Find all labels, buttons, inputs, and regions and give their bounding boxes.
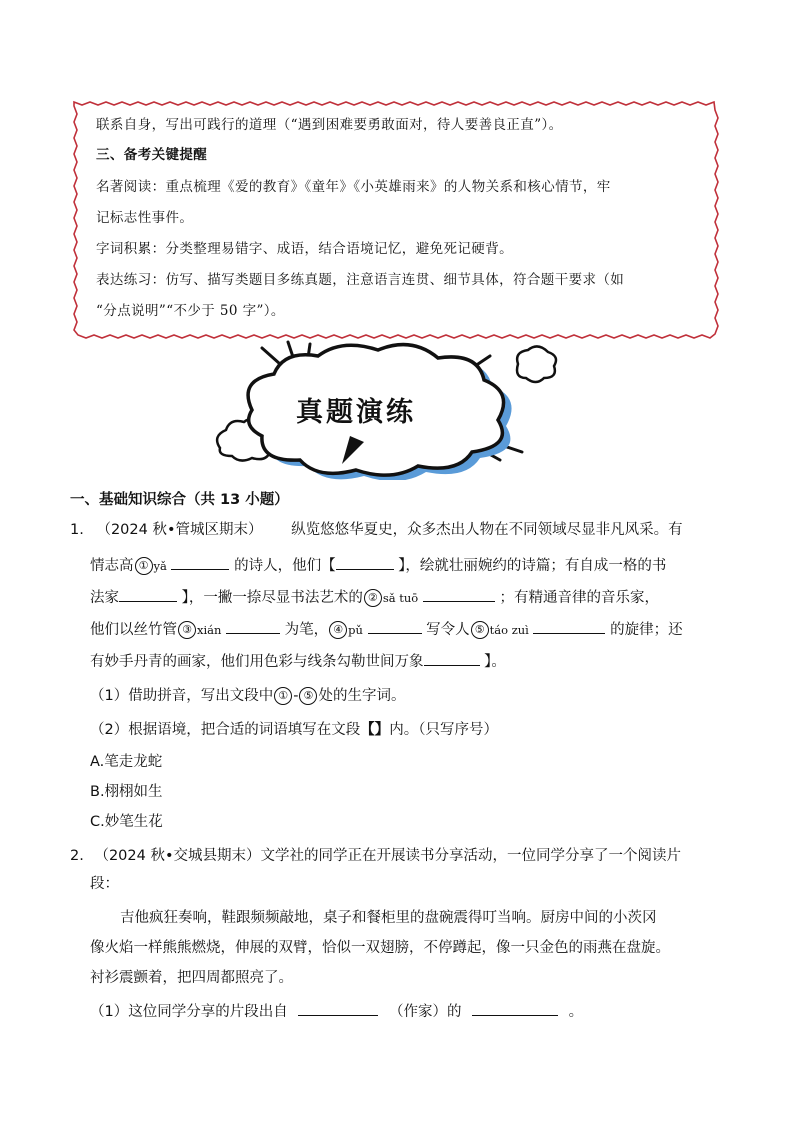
- sub1-dash: -: [293, 688, 299, 704]
- q1-text-5a: 有妙手丹青的画家，他们用色彩与线条勾勒世间万象: [90, 654, 424, 670]
- pinyin-5: táo zuì: [489, 623, 529, 637]
- q2-line-1: [70, 846, 681, 866]
- q1-sub-2: [90, 720, 498, 740]
- sub1-marker-5: ⑤: [299, 687, 317, 705]
- q1-sub1-text-a: （1）借助拼音，写出文段中: [90, 688, 274, 704]
- q2-sub1-text-b: （作家）的: [388, 1004, 462, 1020]
- option-c[interactable]: C.妙笔生花: [90, 814, 163, 830]
- q1-text-4c: 写令人: [426, 622, 470, 638]
- q2-sub1-text-c: 。: [568, 1004, 584, 1020]
- tip-line-7: “分点说明”“不少于 50 字”）。: [96, 303, 285, 319]
- q1-sub1-text-b: 处的生字词。: [318, 688, 406, 704]
- q1-line-1: [70, 520, 683, 540]
- q1-text-4b: 为笔，: [284, 622, 329, 638]
- blank-3[interactable]: [226, 618, 280, 634]
- bracket-blank-1[interactable]: [336, 554, 394, 570]
- blank-1[interactable]: [171, 554, 229, 570]
- small-cloud-right: [517, 346, 556, 382]
- q1-line-5: [90, 650, 506, 672]
- q1-text-3a: 法家: [90, 590, 119, 606]
- section-title: 一、基础知识综合（共 13 小题）: [70, 492, 289, 508]
- bracket-blank-2[interactable]: [119, 586, 177, 602]
- q1-text-1: 纵览悠悠华夏史，众多杰出人物在不同领域尽显非凡风采。有: [291, 522, 683, 538]
- q2-sub-1: [90, 1000, 583, 1022]
- option-b[interactable]: B.栩栩如生: [90, 784, 163, 800]
- blank-2[interactable]: [423, 586, 495, 602]
- marker-1: ①: [135, 557, 153, 575]
- tip-line-4: 记标志性事件。: [96, 210, 194, 226]
- marker-4: ④: [329, 621, 347, 639]
- q2-passage-2: 像火焰一样熊熊燃烧，伸展的双臂，恰似一双翅膀，不停蹲起，像一只金色的雨燕在盘旋。: [90, 940, 670, 956]
- pinyin-1: yǎ: [153, 559, 167, 573]
- q1-text-4a: 他们以丝竹管: [90, 622, 177, 638]
- blank-4[interactable]: [368, 618, 422, 634]
- tip-line-1: 联系自身，写出可践行的道理（“遇到困难要勇敢面对，待人要善良正直”）。: [96, 117, 563, 133]
- banner-title: 真题演练: [296, 397, 416, 428]
- q1-text-2c: 】，绘就壮丽婉约的诗篇；有自成一格的书: [398, 558, 667, 574]
- q1-line-4: [90, 618, 683, 640]
- q2-text-1: （2024 秋•交城县期末）文学社的同学正在开展读书分享活动，一位同学分享了一个阅读片: [94, 848, 682, 864]
- q1-sub2-bracket: 【】: [360, 722, 390, 738]
- tip-line-5: 字词积累：分类整理易错字、成语，结合语境记忆，避免死记硬背。: [96, 241, 513, 257]
- blank-5[interactable]: [533, 618, 605, 634]
- tip-line-3: 名著阅读：重点梳理《爱的教育》《童年》《小英雄雨来》的人物关系和核心情节，牢: [96, 179, 611, 195]
- marker-5: ⑤: [471, 621, 489, 639]
- q2-text-2: 段：: [90, 876, 119, 892]
- marker-3: ③: [178, 621, 196, 639]
- q2-blank-author[interactable]: [298, 1000, 378, 1016]
- q1-text-3b: 】，一撇一捺尽显书法艺术的: [181, 590, 363, 606]
- pinyin-3: xián: [197, 623, 222, 637]
- q1-text-3c: ；有精通音律的音乐家，: [499, 590, 659, 606]
- pinyin-2: sǎ tuō: [382, 591, 419, 605]
- q1-sub2-text-b: 内。（只写序号）: [389, 722, 498, 738]
- q1-text-2a: 情志高: [90, 558, 134, 574]
- marker-2: ②: [364, 589, 382, 607]
- q1-text-4d: 的旋律；还: [610, 622, 683, 638]
- q2-passage-3: 衬衫震颤着，把四周都照亮了。: [90, 970, 293, 986]
- q1-line-3: [90, 586, 659, 608]
- q1-text-5b: 】。: [484, 654, 506, 670]
- q2-sub1-text-a: （1）这位同学分享的片段出自: [90, 1004, 288, 1020]
- tips-heading: 三、备考关键提醒: [96, 147, 208, 163]
- tip-line-6: 表达练习：仿写、描写类题目多练真题，注意语言连贯、细节具体，符合题干要求（如: [96, 272, 625, 288]
- option-a[interactable]: A.笔走龙蛇: [90, 754, 163, 770]
- q1-source: （2024 秋•管城区期末）: [96, 522, 263, 538]
- q1-sub-1: [90, 686, 405, 706]
- q2-passage-1: 吉他疯狂奏响，鞋跟频频敲地，桌子和餐柜里的盘碗震得叮当响。厨房中间的小茨冈: [120, 910, 657, 926]
- q2-number: 2.: [70, 848, 84, 864]
- sub1-marker-1: ①: [274, 687, 292, 705]
- bracket-blank-3[interactable]: [424, 650, 480, 666]
- q1-text-2b: 的诗人，他们【: [234, 558, 336, 574]
- q2-blank-book[interactable]: [472, 1000, 558, 1016]
- pinyin-4: pǔ: [348, 623, 363, 637]
- q1-line-2: [90, 554, 666, 576]
- q1-number: 1.: [70, 522, 84, 538]
- q1-sub2-text-a: （2）根据语境，把合适的词语填写在文段: [90, 722, 361, 738]
